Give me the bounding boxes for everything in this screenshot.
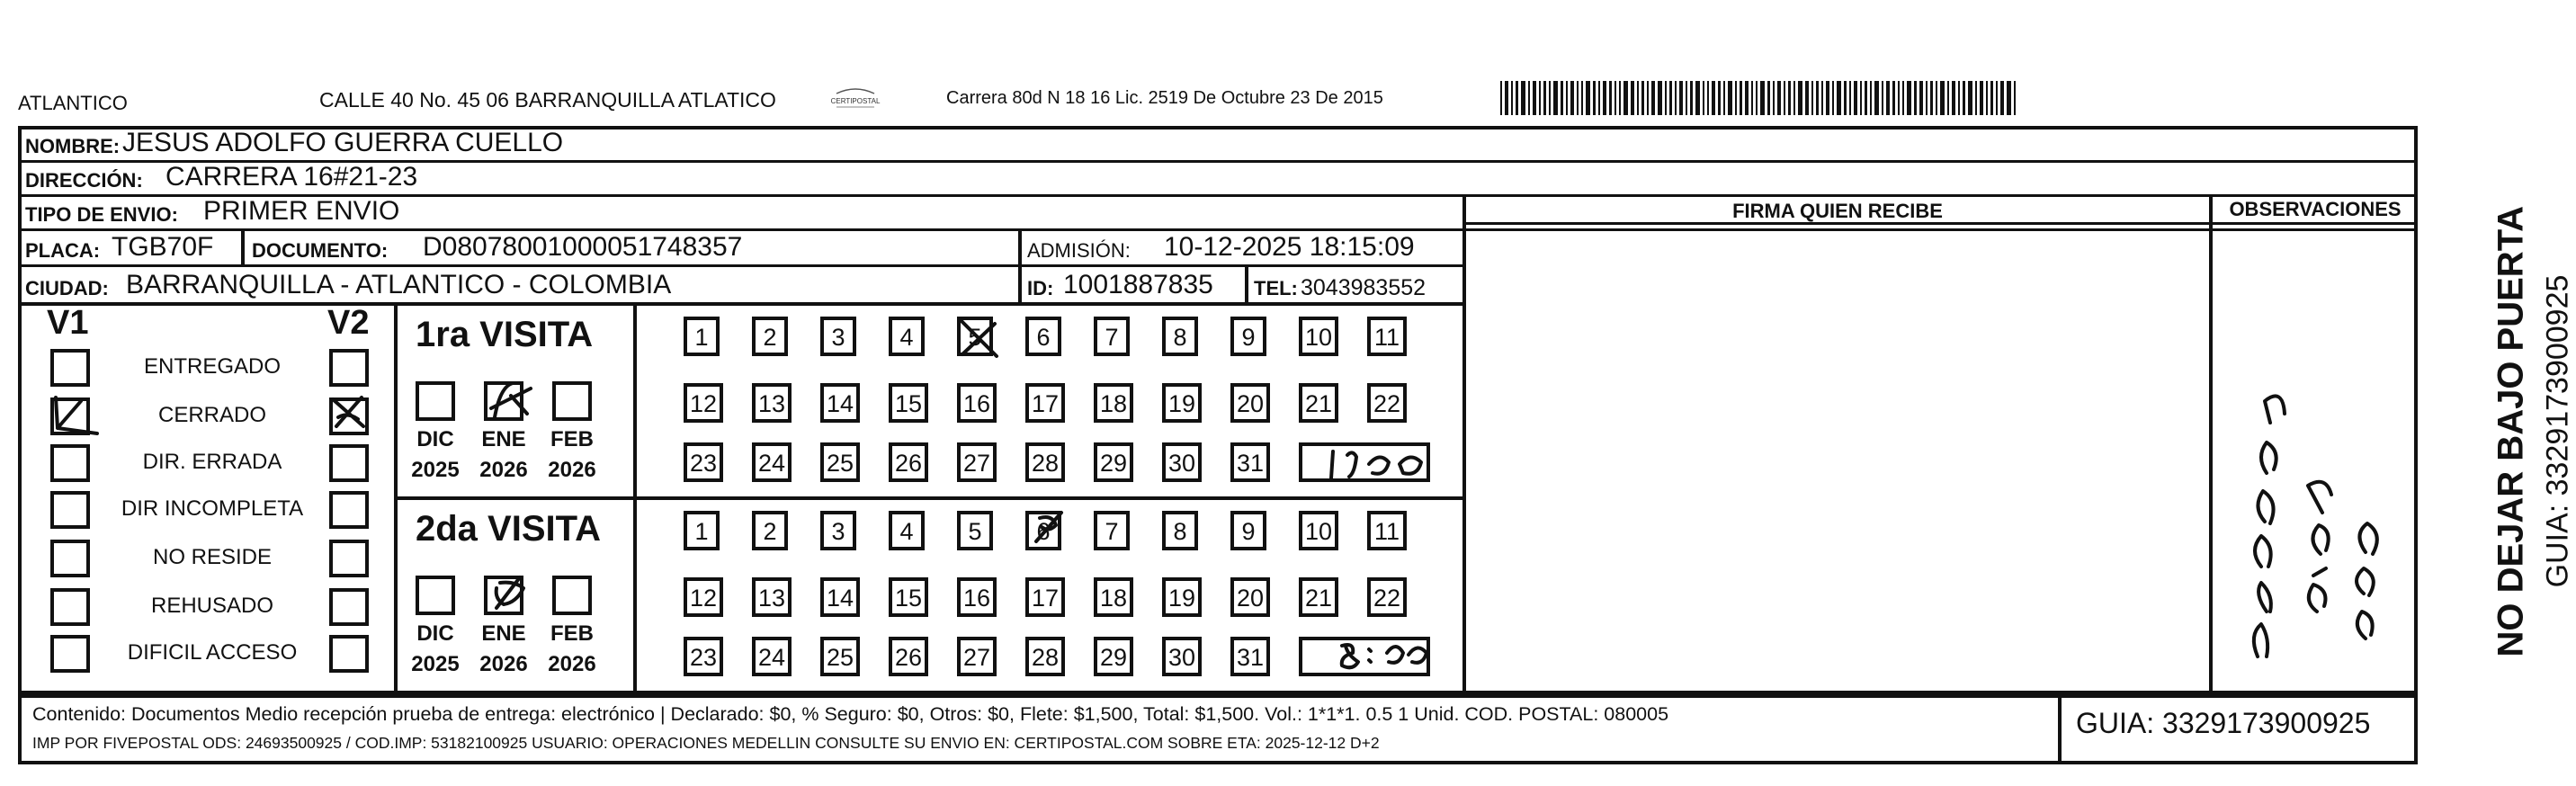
month-checkbox[interactable] [552,576,592,615]
month-name: ENE [481,621,526,646]
day-box[interactable]: 8 [1162,511,1198,550]
admision-label: ADMISIÓN: [1027,239,1131,262]
day-box[interactable]: 10 [1299,317,1338,356]
month-name: FEB [550,427,594,451]
ciudad-value: BARRANQUILLA - ATLANTICO - COLOMBIA [126,270,672,299]
day-box[interactable]: 30 [1162,637,1202,676]
month-year: 2025 [411,458,460,482]
visit1-day-mark [955,315,1002,362]
documento-label: DOCUMENTO: [252,239,389,262]
svg-text:CERTIPOSTAL: CERTIPOSTAL [830,97,881,105]
day-box[interactable]: 27 [957,442,997,482]
footer-frame [18,691,2418,764]
day-box[interactable]: 29 [1094,442,1133,482]
day-box[interactable]: 13 [752,383,792,423]
day-box[interactable]: 22 [1367,577,1407,617]
placa-value: TGB70F [112,232,214,262]
day-box[interactable]: 14 [820,383,860,423]
company-address: CALLE 40 No. 45 06 BARRANQUILLA ATLATICO [319,88,776,112]
day-box[interactable]: 18 [1094,383,1133,423]
row-divider [18,228,2418,231]
day-box[interactable]: 28 [1025,637,1065,676]
day-box[interactable]: 5 [957,511,993,550]
v2-checkbox[interactable] [329,491,369,529]
day-box[interactable]: 29 [1094,637,1133,676]
day-box[interactable]: 16 [957,383,997,423]
month-checkbox[interactable] [416,576,455,615]
day-box[interactable]: 31 [1230,442,1270,482]
license-text: Carrera 80d N 18 16 Lic. 2519 De Octubre 23 De 2015 [946,88,1383,108]
tel-label: TEL: [1254,277,1298,299]
v2-checkbox[interactable] [329,444,369,482]
day-box[interactable]: 4 [889,317,925,356]
day-box[interactable]: 19 [1162,577,1202,617]
day-box[interactable]: 22 [1367,383,1407,423]
day-box[interactable]: 17 [1025,577,1065,617]
month-checkbox[interactable] [552,381,592,421]
day-box[interactable]: 16 [957,577,997,617]
id-value: 1001887835 [1063,270,1213,299]
v1-checkbox[interactable] [50,491,90,529]
direccion-label: DIRECCIÓN: [25,169,143,192]
visit1-time-written [1313,444,1439,484]
day-box[interactable]: 27 [957,637,997,676]
ciudad-label: CIUDAD: [25,277,109,299]
day-box[interactable]: 18 [1094,577,1133,617]
day-box[interactable]: 26 [889,637,928,676]
status-option-label: DIFICIL ACCESO [127,640,298,665]
day-box[interactable]: 6 [1025,317,1061,356]
day-box[interactable]: 15 [889,383,928,423]
day-box[interactable]: 19 [1162,383,1202,423]
placa-label: PLACA: [25,239,101,262]
tipo-envio-value: PRIMER ENVIO [203,196,400,226]
day-box[interactable]: 23 [684,442,723,482]
v1-checkbox[interactable] [50,349,90,387]
status-option-label: ENTREGADO [143,354,281,379]
day-box[interactable]: 20 [1230,577,1270,617]
day-box[interactable]: 30 [1162,442,1202,482]
region-label: ATLANTICO [18,92,128,114]
day-box[interactable]: 31 [1230,637,1270,676]
certipostal-logo [829,86,881,112]
day-box[interactable]: 10 [1299,511,1338,550]
observaciones-header: OBSERVACIONES [2229,198,2402,220]
column-divider [241,228,245,266]
day-box[interactable]: 7 [1094,511,1130,550]
month-year: 2025 [411,652,460,676]
visit2-month-mark [484,572,534,617]
day-box[interactable]: 3 [820,511,856,550]
tel-value: 3043983552 [1301,275,1427,300]
column-divider [2209,194,2213,692]
barcode [1500,81,2018,115]
day-box[interactable]: 26 [889,442,928,482]
nombre-value: JESUS ADOLFO GUERRA CUELLO [122,128,564,157]
v2-checkbox[interactable] [329,540,369,577]
day-box[interactable]: 9 [1230,511,1266,550]
day-box[interactable]: 8 [1162,317,1198,356]
visit-title: 1ra VISITA [416,315,594,354]
status-option-label: DIR. ERRADA [142,450,282,474]
day-box[interactable]: 21 [1299,383,1338,423]
month-year: 2026 [548,458,596,482]
day-box[interactable]: 1 [684,317,720,356]
imp-text: IMP POR FIVEPOSTAL ODS: 24693500925 / COD.IMP: 53182100925 USUARIO: OPERACIONES MEDELLIN CONSULTE SU ENVIO EN: CERTIPOSTAL.COM SOBRE ETA: 2025-12-12 D+2 [32,734,1380,752]
status-option-label: DIR INCOMPLETA [121,496,304,521]
v1-checkbox[interactable] [50,540,90,577]
month-year: 2026 [548,652,596,676]
day-box[interactable]: 5 [957,317,993,356]
day-box[interactable]: 3 [820,317,856,356]
day-box[interactable]: 11 [1367,511,1407,550]
day-box[interactable]: 28 [1025,442,1065,482]
day-box[interactable]: 25 [820,442,860,482]
day-box[interactable]: 15 [889,577,928,617]
v1-checkbox[interactable] [50,635,90,673]
v2-checkbox[interactable] [329,635,369,673]
day-box[interactable]: 4 [889,511,925,550]
day-box[interactable]: 24 [752,637,792,676]
day-box[interactable]: 25 [820,637,860,676]
v2-checkbox[interactable] [329,588,369,626]
v1-cerrado-mark [50,392,104,446]
documento-value: D08078001000051748357 [423,232,743,262]
day-box[interactable]: 12 [684,383,723,423]
visit-divider [396,496,1464,500]
status-option-label: CERRADO [157,403,266,427]
v1-checkbox[interactable] [50,444,90,482]
month-name: FEB [550,621,594,646]
month-name: DIC [416,427,454,451]
v2-cerrado-mark [327,390,372,435]
column-divider [1245,264,1248,304]
day-box[interactable]: 13 [752,577,792,617]
day-box[interactable]: 21 [1299,577,1338,617]
day-box[interactable]: 17 [1025,383,1065,423]
v2-label: V2 [327,304,370,342]
day-box[interactable]: 11 [1367,317,1407,356]
day-box[interactable]: 14 [820,577,860,617]
visit-title: 2da VISITA [416,509,601,549]
day-box[interactable]: 24 [752,442,792,482]
tipo-envio-label: TIPO DE ENVIO: [25,203,178,226]
day-box[interactable]: 23 [684,637,723,676]
day-box[interactable]: 20 [1230,383,1270,423]
day-box[interactable]: 6 [1025,511,1061,550]
month-name: ENE [481,427,526,451]
day-box[interactable]: 7 [1094,317,1130,356]
visit1-month-mark [486,378,536,423]
month-checkbox[interactable] [416,381,455,421]
footer-guia: GUIA: 3329173900925 [2076,707,2371,739]
observaciones-handwriting [2231,315,2411,674]
nombre-label: NOMBRE: [25,135,121,157]
day-box[interactable]: 2 [752,317,788,356]
v1-label: V1 [47,304,89,342]
v1-checkbox[interactable] [50,588,90,626]
column-divider [1462,194,1466,692]
month-name: DIC [416,621,454,646]
status-option-label: NO RESIDE [152,545,273,569]
day-box[interactable]: 2 [752,511,788,550]
v2-checkbox[interactable] [329,349,369,387]
no-dejar-warning: NO DEJAR BAJO PUERTA [2491,205,2531,657]
month-year: 2026 [479,652,528,676]
day-box[interactable]: 1 [684,511,720,550]
id-label: ID: [1027,277,1054,299]
day-box[interactable]: 9 [1230,317,1266,356]
month-year: 2026 [479,458,528,482]
visit2-day-mark [1025,505,1070,550]
column-divider [1018,228,1022,304]
day-box[interactable]: 12 [684,577,723,617]
firma-header: FIRMA QUIEN RECIBE [1732,200,1943,222]
direccion-value: CARRERA 16#21-23 [165,162,418,192]
visit2-time-written [1313,635,1439,674]
status-option-label: REHUSADO [150,594,274,618]
contenido-text: Contenido: Documentos Medio recepción prueba de entrega: electrónico | Declarado: $0, % Seguro: $0, Otros: $0, Flete: $1,500, Total: $1,500. Vol.: 1*1*1. 0.5 1 Unid. COD. POSTAL: 080005 [32,703,1669,725]
side-guia: GUIA: 3329173900925 [2540,274,2575,588]
admision-value: 10-12-2025 18:15:09 [1164,232,1415,262]
